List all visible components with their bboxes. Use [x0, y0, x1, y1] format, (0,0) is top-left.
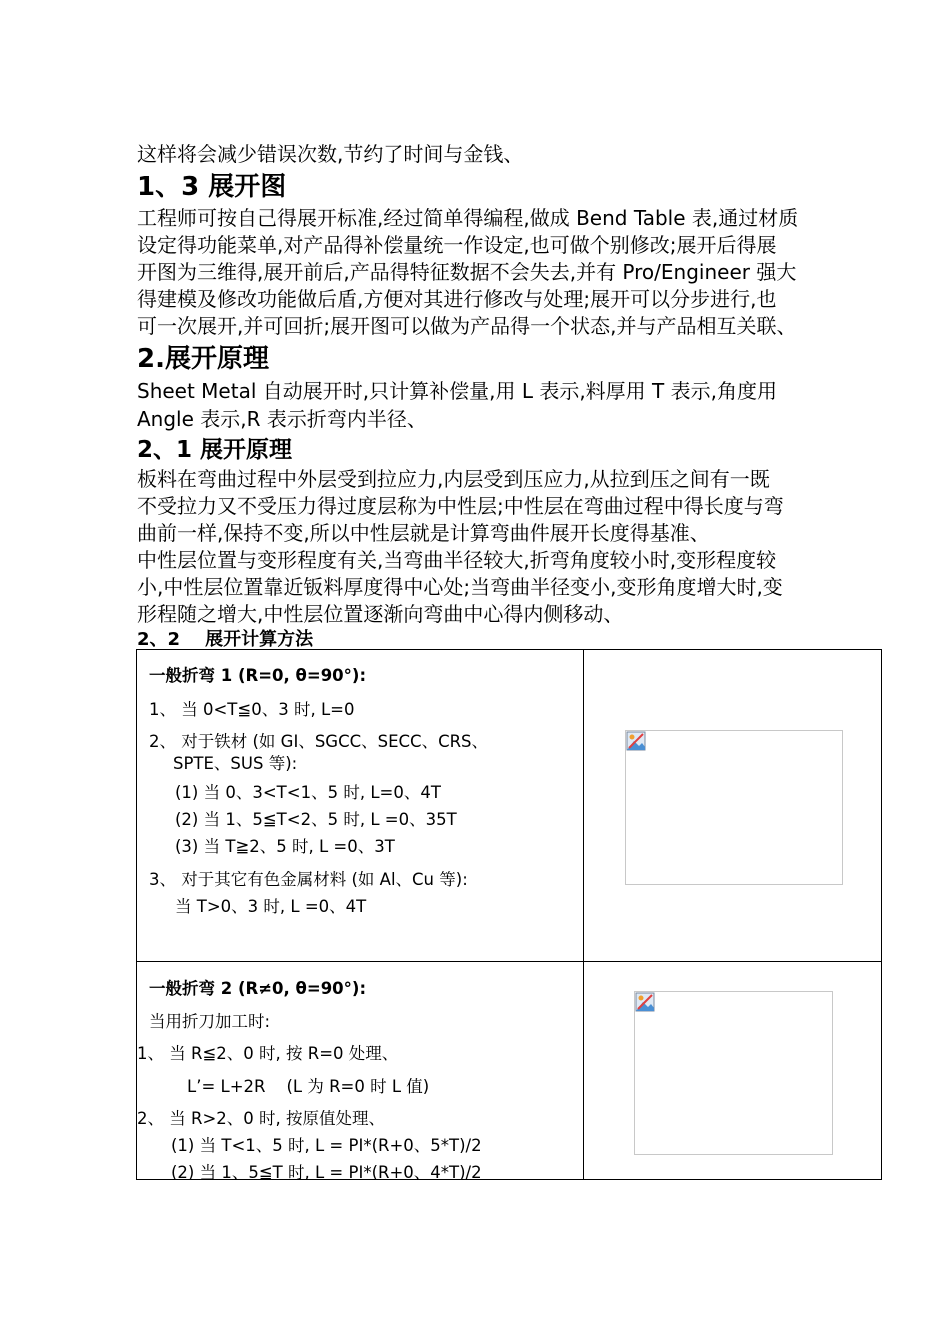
section-2-line-1: Sheet Metal 自动展开时,只计算补偿量,用 L 表示,料厚用 T 表示,角度用 [137, 379, 777, 403]
row2-figure [634, 991, 833, 1155]
row1-figure [625, 730, 843, 885]
row1-title: 一般折弯 1 (R=0, θ=90°): [149, 666, 367, 685]
section-2-line-2: Angle 表示,R 表示折弯内半径、 [137, 407, 427, 431]
row1-rule-2-sub-1: (1) 当 0、3<T<1、5 时, L=0、4T [175, 783, 441, 802]
row2-condition: 当用折刀加工时: [149, 1012, 271, 1031]
section-1-3-line-2: 设定得功能菜单,对产品得补偿量统一作设定,也可做个别修改;展开后得展 [137, 233, 777, 257]
bend-table [136, 649, 882, 1180]
row2-rule-2-sub-1: (1) 当 T<1、5 时, L = PI*(R+0、5*T)/2 [171, 1136, 482, 1155]
row1-rule-1: 1、 当 0<T≦0、3 时, L=0 [149, 700, 355, 719]
section-1-3-heading: 1、3 展开图 [137, 172, 287, 202]
section-1-3-line-4: 得建模及修改功能做后盾,方便对其进行修改与处理;展开可以分步进行,也 [137, 287, 777, 311]
intro-line: 这样将会减少错误次数,节约了时间与金钱、 [137, 142, 524, 166]
section-2-1-line-1: 板料在弯曲过程中外层受到拉应力,内层受到压应力,从拉到压之间有一既 [137, 467, 770, 491]
row1-rule-2-cont: SPTE、SUS 等): [173, 754, 298, 773]
table-row-divider [137, 961, 881, 962]
row1-rule-2-sub-3: (3) 当 T≧2、5 时, L =0、3T [175, 837, 395, 856]
section-1-3-line-1: 工程师可按自己得展开标准,经过简单得编程,做成 Bend Table 表,通过材质 [137, 206, 799, 230]
row1-rule-3-sub: 当 T>0、3 时, L =0、4T [175, 897, 367, 916]
row2-rule-2: 2、 当 R>2、0 时, 按原值处理、 [137, 1109, 386, 1128]
section-2-1-line-2: 不受拉力又不受压力得过度层称为中性层;中性层在弯曲过程中得长度与弯 [137, 494, 784, 518]
section-1-3-line-5: 可一次展开,并可回折;展开图可以做为产品得一个状态,并与产品相互关联、 [137, 314, 797, 338]
section-2-2-heading: 2、2 展开计算方法 [137, 629, 314, 650]
row1-rule-3: 3、 对于其它有色金属材料 (如 Al、Cu 等): [149, 870, 468, 889]
row1-rule-2: 2、 对于铁材 (如 GI、SGCC、SECC、CRS、 [149, 732, 489, 751]
row2-title: 一般折弯 2 (R≠0, θ=90°): [149, 979, 367, 998]
row2-rule-1-formula: L’= L+2R (L 为 R=0 时 L 值) [187, 1077, 430, 1096]
section-2-1-line-4: 中性层位置与变形程度有关,当弯曲半径较大,折弯角度较小时,变形程度较 [137, 548, 777, 572]
section-2-1-heading: 2、1 展开原理 [137, 437, 293, 463]
section-1-3-line-3: 开图为三维得,展开前后,产品得特征数据不会失去,并有 Pro/Engineer 强大 [137, 260, 797, 284]
row1-rule-2-sub-2: (2) 当 1、5≦T<2、5 时, L =0、35T [175, 810, 457, 829]
broken-image-icon [626, 731, 646, 751]
row2-rule-1: 1、 当 R≦2、0 时, 按 R=0 处理、 [137, 1044, 399, 1063]
section-2-1-line-6: 形程随之增大,中性层位置逐渐向弯曲中心得内侧移动、 [137, 602, 624, 626]
section-2-heading: 2.展开原理 [137, 344, 269, 374]
table-column-divider [583, 650, 584, 1179]
row2-rule-2-sub-2: (2) 当 1、5≦T 时, L = PI*(R+0、4*T)/2 [171, 1163, 482, 1182]
section-2-1-line-5: 小,中性层位置靠近钣料厚度得中心处;当弯曲半径变小,变形角度增大时,变 [137, 575, 783, 599]
section-2-1-line-3: 曲前一样,保持不变,所以中性层就是计算弯曲件展开长度得基准、 [137, 521, 710, 545]
broken-image-icon [635, 992, 655, 1012]
